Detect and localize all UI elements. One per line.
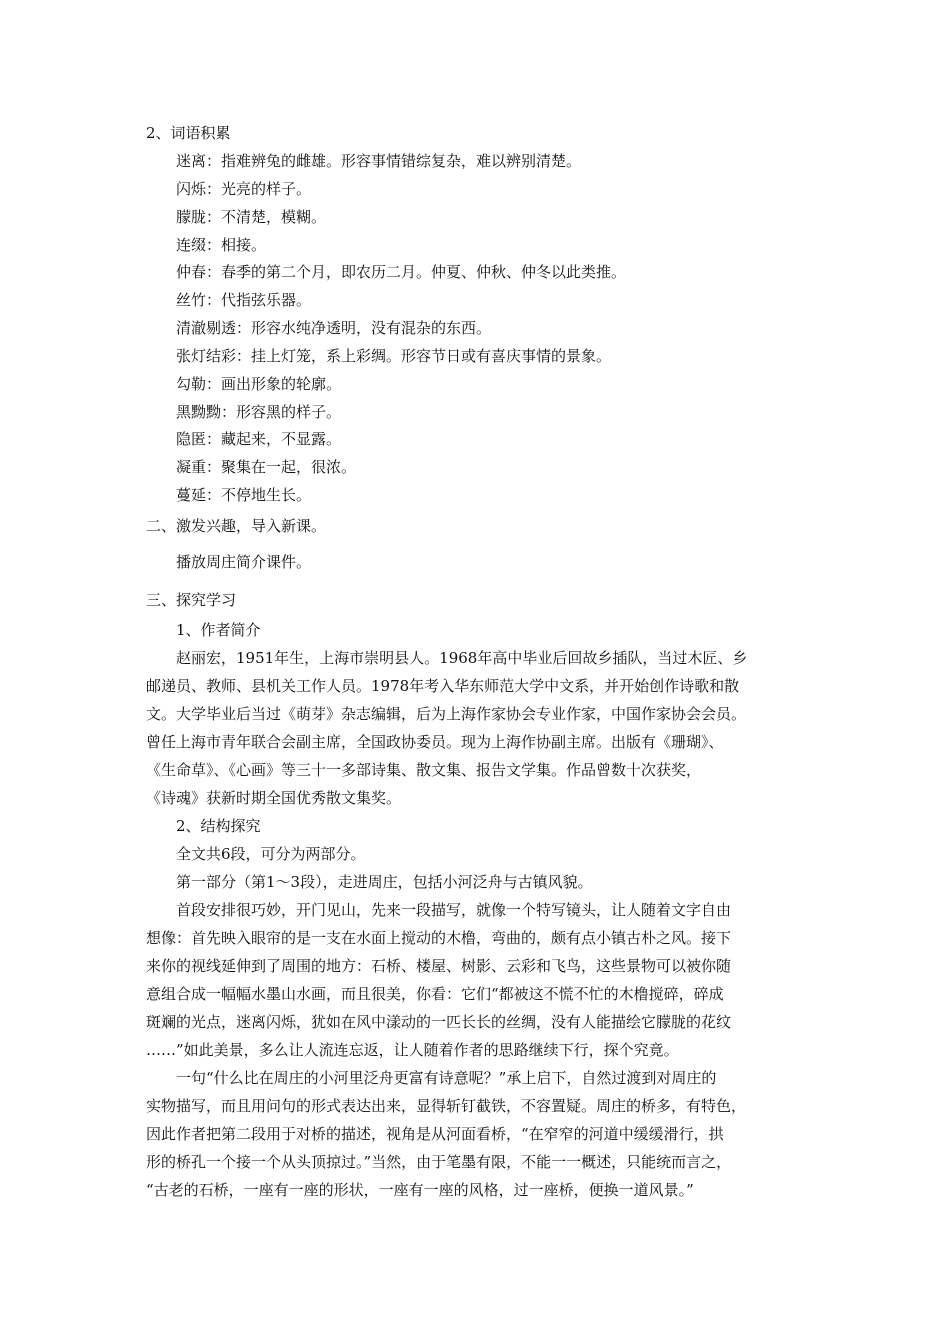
vocab-heading: 2、词语积累: [146, 124, 231, 142]
paragraph-line: 第一部分（第1～3段），走进周庄，包括小河泛舟与古镇风貌。: [176, 873, 593, 891]
paragraph-line: 赵丽宏，1951年生，上海市崇明县人。1968年高中毕业后回故乡插队，当过木匠、乡: [176, 649, 748, 667]
paragraph-line: 文。大学毕业后当过《萌芽》杂志编辑，后为上海作家协会专业作家，中国作家协会会员。: [146, 705, 747, 723]
paragraph-line: “古老的石桥，一座有一座的形状，一座有一座的风格，过一座桥，便换一道风景。”: [146, 1181, 694, 1199]
subsection-heading: 1、作者简介: [176, 621, 261, 639]
vocab-item: 丝竹：代指弦乐器。: [176, 291, 312, 309]
paragraph-line: 一句“什么比在周庄的小河里泛舟更富有诗意呢？”承上启下，自然过渡到对周庄的: [176, 1069, 717, 1087]
paragraph-line: 播放周庄简介课件。: [176, 553, 312, 571]
vocab-item: 张灯结彩：挂上灯笼，系上彩绸。形容节日或有喜庆事情的景象。: [176, 347, 612, 365]
paragraph-line: 形的桥孔一个接一个从头顶掠过。”当然，由于笔墨有限，不能一一概述，只能统而言之，: [146, 1153, 732, 1171]
paragraph-line: 想像：首先映入眼帘的是一支在水面上搅动的木橹，弯曲的，颇有点小镇古朴之风。接下: [146, 929, 732, 947]
paragraph-line: 全文共6段，可分为两部分。: [176, 845, 366, 863]
vocab-item: 仲春：春季的第二个月，即农历二月。仲夏、仲秋、仲冬以此类推。: [176, 263, 627, 281]
paragraph-line: 斑斓的光点，迷离闪烁，犹如在风中漾动的一匹长长的丝绸，没有人能描绘它朦胧的花纹: [146, 1013, 732, 1031]
paragraph-line: ……”如此美景，多么让人流连忘返，让人随着作者的思路继续下行，探个究竟。: [146, 1041, 679, 1059]
paragraph-line: 曾任上海市青年联合会副主席，全国政协委员。现为上海作协副主席。出版有《珊瑚》、: [146, 733, 724, 751]
vocab-item: 隐匿：藏起来，不显露。: [176, 430, 342, 448]
vocab-item: 连缀：相接。: [176, 236, 267, 254]
paragraph-line: 意组合成一幅幅水墨山水画，而且很美，你看：它们“都被这不慌不忙的木橹搅碎，碎成: [146, 985, 724, 1003]
vocab-item: 凝重：聚集在一起，很浓。: [176, 458, 357, 476]
paragraph-line: 首段安排很巧妙，开门见山，先来一段描写，就像一个特写镜头，让人随着文字自由: [176, 901, 732, 919]
paragraph-line: 邮递员、教师、县机关工作人员。1978年考入华东师范大学中文系，并开始创作诗歌和散: [146, 677, 740, 695]
vocab-item: 蔓延：不停地生长。: [176, 486, 312, 504]
vocab-item: 朦胧：不清楚，模糊。: [176, 208, 327, 226]
paragraph-line: 《生命草》、《心画》等三十一多部诗集、散文集、报告文学集。作品曾数十次获奖，: [146, 761, 702, 779]
paragraph-line: 《诗魂》获新时期全国优秀散文集奖。: [146, 789, 402, 807]
vocab-item: 勾勒：画出形象的轮廓。: [176, 375, 342, 393]
subsection-heading: 2、结构探究: [176, 817, 261, 835]
vocab-item: 闪烁：光亮的样子。: [176, 180, 312, 198]
section-heading: 三、探究学习: [146, 591, 237, 609]
vocab-item: 迷离：指难辨兔的雌雄。形容事情错综复杂，难以辨别清楚。: [176, 152, 582, 170]
section-heading: 二、激发兴趣，导入新课。: [146, 517, 327, 535]
vocab-item: 黑黝黝：形容黑的样子。: [176, 403, 342, 421]
paragraph-line: 实物描写，而且用问句的形式表达出来，显得斩钉截铁，不容置疑。周庄的桥多，有特色，: [146, 1097, 747, 1115]
vocab-item: 清澈剔透：形容水纯净透明，没有混杂的东西。: [176, 319, 492, 337]
paragraph-line: 因此作者把第二段用于对桥的描述，视角是从河面看桥，“在窄窄的河道中缓缓滑行，拱: [146, 1125, 724, 1143]
paragraph-line: 来你的视线延伸到了周围的地方：石桥、楼屋、树影、云彩和飞鸟，这些景物可以被你随: [146, 957, 732, 975]
